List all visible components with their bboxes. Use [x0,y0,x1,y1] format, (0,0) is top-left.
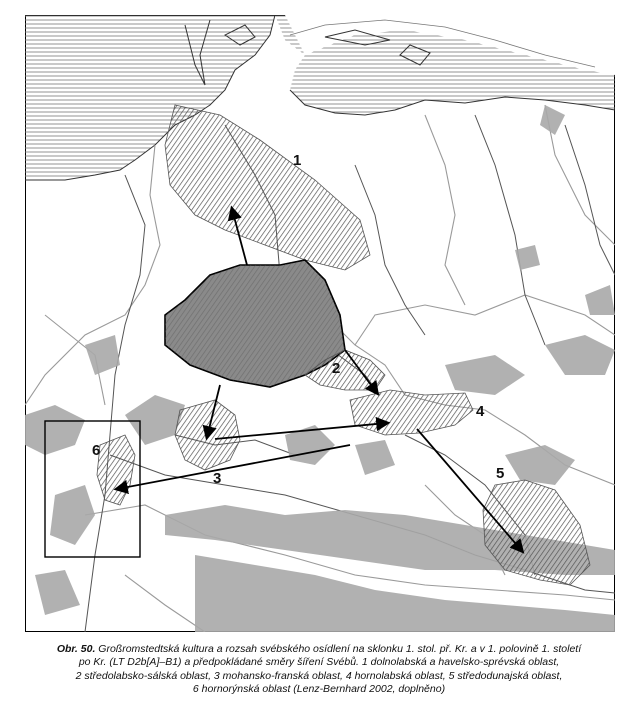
caption-line-1 [10,643,628,656]
region-label-1: 1 [293,152,302,169]
caption-line-3: 2 středolabsko-sálská oblast, 3 mohansko-franská oblast, 4 hornolabská oblast, 5 středodunajská oblast, [75,669,563,682]
caption-line-2: po Kr. (LT D2b[A]–B1) a předpokládané směry šíření Svébů. 1 dolnolabská a havelsko-sprévská oblast, [78,656,560,669]
region-label-3: 3 [213,470,222,487]
region-label-6: 6 [92,442,101,459]
map-svg [25,15,615,632]
caption-line-1-text: Großromstedtská kultura a rozsah svébského osídlení na sklonku 1. stol. př. Kr. a v 1. polovině 1. století [98,643,582,655]
region-label-5: 5 [496,465,505,482]
region-label-2: 2 [332,360,341,377]
figure-caption [10,643,628,697]
map [25,15,615,632]
caption-line-4: 6 hornorýnská oblast (Lenz-Bernhard 2002, doplněno) [192,683,446,696]
caption-lead: Obr. 50. [56,643,96,655]
region-label-4: 4 [476,403,485,420]
